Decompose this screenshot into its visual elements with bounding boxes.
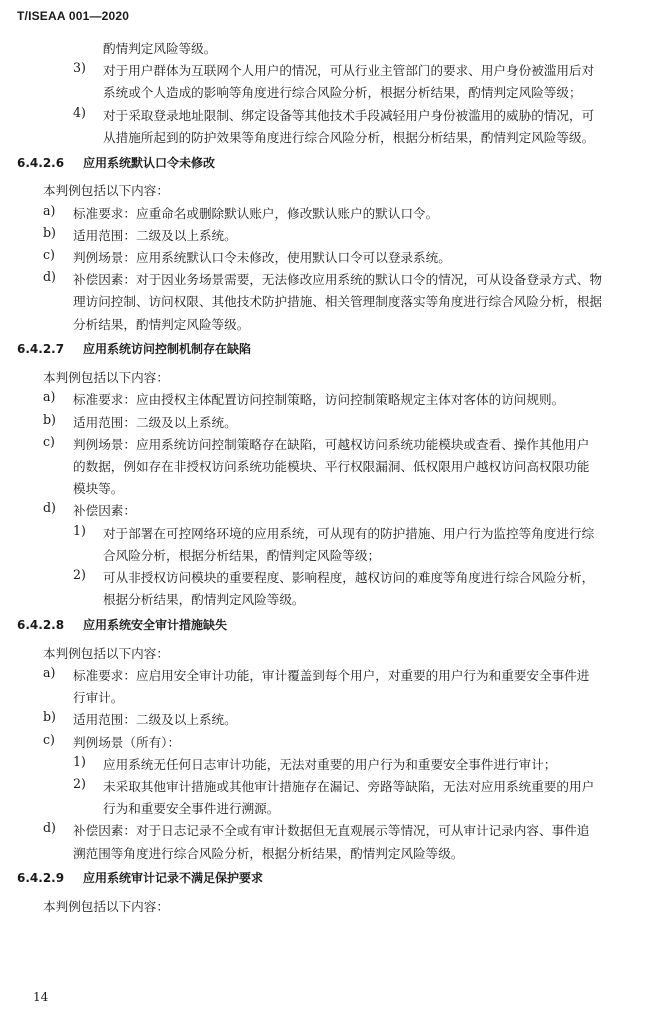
list-marker: a): [43, 202, 56, 218]
list-item-text: 标准要求：应启用安全审计功能，审计覆盖到每个用户，对重要的用户行为和重要安全事件进: [73, 668, 590, 683]
continuation-text: 分析结果，酌情判定风险等级。: [73, 316, 250, 332]
list-marker: 3): [73, 60, 86, 76]
continuation-text: 合风险分析，根据分析结果，酌情判定风险等级；: [103, 547, 381, 563]
section-heading: [17, 340, 251, 357]
list-item-text: 适用范围：二级及以上系统。: [73, 712, 237, 728]
section-heading: [17, 869, 263, 886]
paragraph-text: 本判例包括以下内容：: [43, 899, 169, 915]
list-item-text: 对于采取登录地址限制、绑定设备等其他技术手段减轻用户身份被滥用的威胁的情况，可: [103, 107, 595, 123]
list-item-text: 可从非授权访问模块的重要程度、影响程度，越权访问的难度等角度进行综合风险分析，: [103, 570, 595, 585]
list-item-text: 对于用户群体为互联网个人用户的情况，可从行业主管部门的要求、用户身份被滥用后对: [103, 63, 595, 79]
list-marker: 1): [73, 753, 86, 769]
list-item-text: 判例场景：应用系统访问控制策略存在缺陷，可越权访问系统功能模块或查看、操作其他用户: [73, 436, 590, 452]
list-marker: 2): [73, 776, 86, 791]
continuation-text: 行审计。: [73, 690, 124, 706]
paragraph-text: 本判例包括以下内容：: [43, 370, 169, 386]
list-marker: c): [43, 247, 55, 262]
list-item-text: 适用范围：二级及以上系统。: [73, 414, 237, 430]
section-number: 6.4.2.7: [17, 342, 65, 357]
list-item-text: 补偿因素：对于日志记录不全或有审计数据但无直观展示等情况，可从审计记录内容、事件追: [73, 823, 590, 839]
section-number: 6.4.2.6: [17, 155, 65, 170]
continuation-text: 系统或个人造成的影响等角度进行综合风险分析，根据分析结果，酌情判定风险等级；: [103, 85, 582, 101]
list-marker: d): [43, 269, 56, 285]
list-item-text: 补偿因素：对于因业务场景需要，无法修改应用系统的默认口令的情况，可从设备登录方式、物: [73, 272, 602, 288]
page-number: 14: [33, 990, 49, 1004]
section-title: 应用系统默认口令未修改: [83, 155, 216, 170]
list-marker: a): [43, 665, 56, 680]
list-marker: 4): [73, 104, 86, 120]
list-marker: 2): [73, 567, 86, 582]
list-item-text: 应用系统无任何日志审计功能，无法对重要的用户行为和重要安全事件进行审计；: [103, 756, 557, 772]
list-item-text: 标准要求：应重命名或删除默认账户，修改默认账户的默认口令。: [73, 205, 439, 221]
list-marker: d): [43, 500, 56, 516]
list-item-text: 标准要求：应由授权主体配置访问控制策略，访问控制策略规定主体对客体的访问规则。: [73, 392, 565, 408]
list-marker: b): [43, 224, 56, 240]
continuation-text: 从措施所起到的防护效果等角度进行综合风险分析，根据分析结果，酌情判定风险等级。: [103, 129, 595, 145]
section-title: 应用系统审计记录不满足保护要求: [83, 871, 264, 886]
continuation-text: 酌情判定风险等级。: [103, 41, 217, 56]
document-code: T/ISEAA 001—2020: [17, 9, 130, 23]
list-marker: b): [43, 411, 56, 427]
list-marker: d): [43, 820, 56, 836]
list-marker: a): [43, 389, 56, 405]
list-item-text: 判例场景（所有）：: [73, 734, 181, 750]
paragraph-text: 本判例包括以下内容：: [43, 183, 169, 199]
continuation-text: 模块等。: [73, 481, 124, 497]
section-title: 应用系统安全审计措施缺失: [83, 618, 228, 632]
continuation-text: 理访问控制、访问权限、其他技术防护措施、相关管理制度落实等角度进行综合风险分析，根据: [73, 294, 602, 310]
list-item-text: 补偿因素：: [73, 503, 136, 519]
continuation-text: 根据分析结果，酌情判定风险等级。: [103, 592, 305, 608]
list-marker: c): [43, 433, 55, 449]
section-number: 6.4.2.9: [17, 871, 65, 886]
section-heading: [17, 154, 215, 171]
list-item-text: 对于部署在可控网络环境的应用系统，可从现有的防护措施、用户行为监控等角度进行综: [103, 525, 595, 541]
continuation-text: 溯范围等角度进行综合风险分析，根据分析结果，酌情判定风险等级。: [73, 845, 464, 861]
list-item-text: 适用范围：二级及以上系统。: [73, 227, 237, 243]
paragraph-text: 本判例包括以下内容：: [43, 645, 169, 661]
list-item-text: 判例场景：应用系统默认口令未修改，使用默认口令可以登录系统。: [73, 250, 451, 265]
list-marker: 1): [73, 522, 86, 538]
section-heading: [17, 616, 227, 633]
list-marker: c): [43, 731, 55, 747]
continuation-text: 的数据，例如存在非授权访问系统功能模块、平行权限漏洞、低权限用户越权访问高权限功能: [73, 459, 590, 474]
section-number: 6.4.2.8: [17, 618, 65, 632]
list-marker: b): [43, 709, 56, 725]
continuation-text: 行为和重要安全事件进行溯源。: [103, 801, 280, 817]
list-item-text: 未采取其他审计措施或其他审计措施存在漏记、旁路等缺陷，无法对应用系统重要的用户: [103, 779, 595, 794]
section-title: 应用系统访问控制机制存在缺陷: [83, 342, 252, 357]
